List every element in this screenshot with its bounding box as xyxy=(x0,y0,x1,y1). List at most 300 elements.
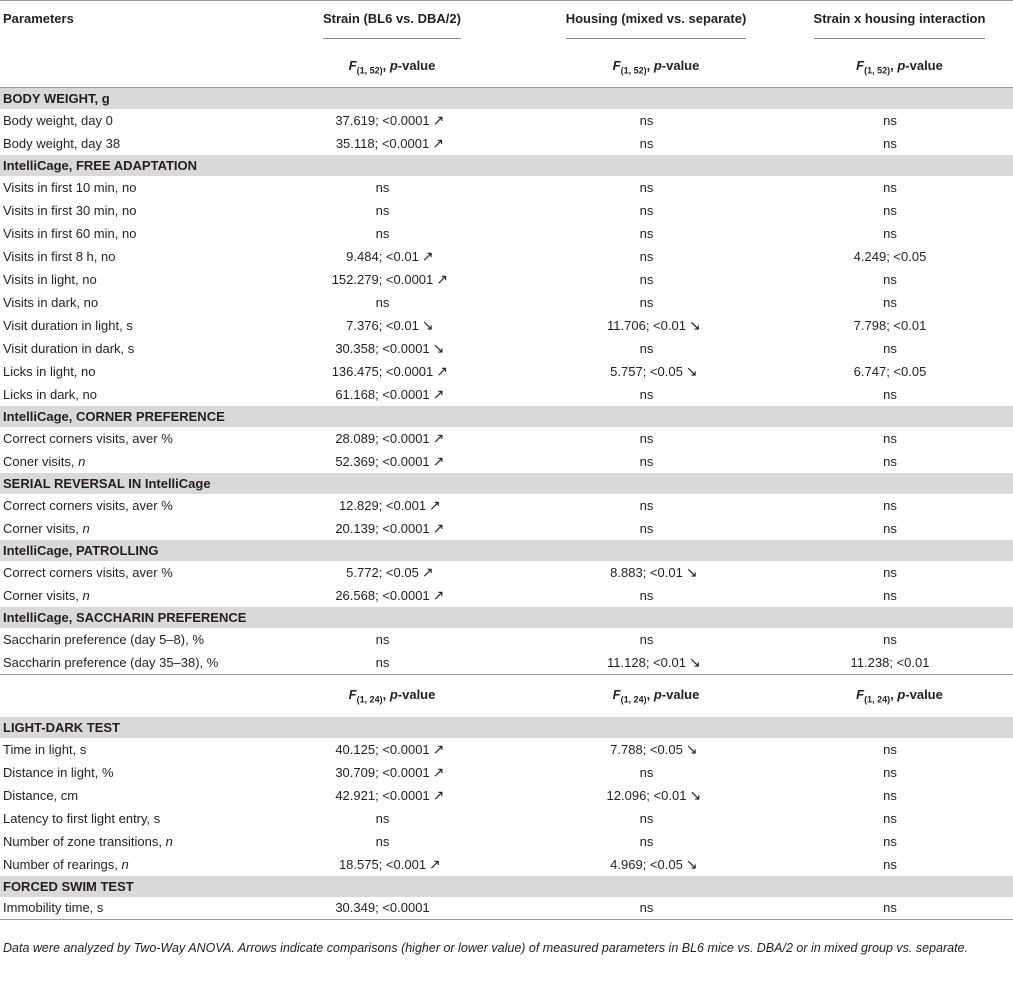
strain-cell-value: 20.139; <0.0001 xyxy=(335,521,430,536)
arrow-down-icon: ↘ xyxy=(688,653,701,670)
section-header xyxy=(0,155,1013,176)
housing-cell xyxy=(526,450,786,473)
strain-cell xyxy=(258,494,526,517)
section-title: IntelliCage, FREE ADAPTATION xyxy=(0,155,1013,176)
arrow-up-icon: ↗ xyxy=(421,248,434,264)
housing-cell-value: ns xyxy=(639,136,654,151)
arrow-down-icon: ↘ xyxy=(685,564,698,580)
p-symbol: p xyxy=(897,58,906,74)
parameter-cell xyxy=(0,360,258,383)
arrow-up-icon: ↗ xyxy=(432,386,445,402)
strain-cell xyxy=(258,584,526,607)
arrow-up-icon: ↗ xyxy=(432,520,445,536)
table-row xyxy=(0,222,1013,245)
strain-cell-value: 26.568; <0.0001 xyxy=(335,588,430,603)
section-header xyxy=(0,88,1013,110)
table-row xyxy=(0,651,1013,674)
degrees-of-freedom: (1, 52) xyxy=(356,65,383,76)
strain-cell-value: 37.619; <0.0001 xyxy=(335,113,430,128)
housing-cell-value: ns xyxy=(639,387,654,402)
table-row xyxy=(0,176,1013,199)
parameter-label: Visits in dark, no xyxy=(3,295,99,310)
table-row xyxy=(0,897,1013,920)
p-symbol: p xyxy=(897,686,906,702)
parameter-cell xyxy=(0,738,258,761)
strain-cell-value: 5.772; <0.05 xyxy=(346,565,419,580)
f-symbol: F xyxy=(612,58,621,74)
strain-cell xyxy=(258,807,526,830)
housing-cell xyxy=(526,314,786,337)
interaction-cell-value: 11.238; <0.01 xyxy=(850,654,930,670)
degrees-of-freedom: (1, 24) xyxy=(356,694,383,705)
parameter-unit: n xyxy=(82,521,90,536)
p-symbol: p xyxy=(653,686,662,702)
parameter-label: Corner visits, xyxy=(3,588,83,603)
interaction-cell-value: ns xyxy=(883,588,897,603)
arrow-up-icon: ↗ xyxy=(432,112,445,128)
housing-cell xyxy=(526,628,786,651)
strain-cell-value: 35.118; <0.0001 xyxy=(335,136,430,151)
parameter-label: Visits in light, no xyxy=(3,272,97,287)
parameter-cell xyxy=(0,853,258,876)
table-footnote: Data were analyzed by Two-Way ANOVA. Arrows indicate comparisons (higher or lower value) of measured parameters in BL6 mice vs. DBA/2 or in mixed group vs. separate. xyxy=(3,941,968,955)
interaction-cell-value: ns xyxy=(883,226,897,241)
housing-cell xyxy=(526,360,786,383)
strain-cell-value: 28.089; <0.0001 xyxy=(335,431,430,446)
parameter-cell xyxy=(0,830,258,853)
interaction-cell xyxy=(786,450,1013,473)
parameter-label: Visits in first 10 min, no xyxy=(3,180,137,195)
strain-cell xyxy=(258,427,526,450)
table-row xyxy=(0,132,1013,155)
parameter-cell xyxy=(0,651,258,674)
interaction-cell xyxy=(786,494,1013,517)
table-row xyxy=(0,761,1013,784)
interaction-cell-value: ns xyxy=(883,741,897,757)
table-row xyxy=(0,109,1013,132)
interaction-cell xyxy=(786,584,1013,607)
parameter-cell xyxy=(0,314,258,337)
interaction-cell xyxy=(786,268,1013,291)
housing-cell-value: ns xyxy=(639,180,654,195)
housing-cell-value: ns xyxy=(639,249,654,264)
parameter-cell xyxy=(0,561,258,584)
strain-cell xyxy=(258,109,526,132)
f-symbol: F xyxy=(348,58,357,74)
arrow-up-icon: ↗ xyxy=(432,430,445,446)
interaction-cell-value: ns xyxy=(883,113,897,128)
table-row xyxy=(0,494,1013,517)
interaction-cell-value: ns xyxy=(883,431,897,446)
strain-cell xyxy=(258,784,526,807)
interaction-cell-value: ns xyxy=(883,180,897,195)
housing-cell-value: ns xyxy=(639,764,654,780)
f-symbol: F xyxy=(348,686,357,702)
interaction-cell xyxy=(786,109,1013,132)
parameter-label: Correct corners visits, aver % xyxy=(3,565,173,580)
interaction-cell-value: ns xyxy=(883,764,897,780)
strain-cell xyxy=(258,628,526,651)
f-symbol: F xyxy=(612,686,621,702)
interaction-cell xyxy=(786,245,1013,268)
section-title: SERIAL REVERSAL IN IntelliCage xyxy=(0,473,1013,494)
strain-cell xyxy=(258,830,526,853)
interaction-cell-value: ns xyxy=(883,295,897,310)
arrow-up-icon: ↗ xyxy=(436,363,449,379)
interaction-cell-value: ns xyxy=(883,341,897,356)
interaction-header: Strain x housing interaction xyxy=(814,11,986,39)
p-value-label: , p-value xyxy=(382,58,436,74)
parameter-cell xyxy=(0,337,258,360)
interaction-cell-value: ns xyxy=(883,787,897,803)
arrow-down-icon: ↘ xyxy=(689,786,702,803)
parameter-cell xyxy=(0,628,258,651)
degrees-of-freedom: (1, 52) xyxy=(864,65,891,76)
strain-cell xyxy=(258,517,526,540)
strain-cell-value: 30.358; <0.0001 xyxy=(335,341,430,356)
interaction-cell xyxy=(786,738,1013,761)
strain-cell xyxy=(258,360,526,383)
parameter-cell xyxy=(0,176,258,199)
arrow-up-icon: ↗ xyxy=(432,786,445,803)
parameter-label: Correct corners visits, aver % xyxy=(3,498,173,513)
housing-cell-value: ns xyxy=(639,833,654,849)
arrow-up-icon: ↗ xyxy=(421,564,434,580)
parameter-unit: n xyxy=(82,588,90,603)
p-value-label: , p-value xyxy=(646,58,700,74)
strain-cell-value: 42.921; <0.0001 xyxy=(335,787,430,803)
parameter-cell xyxy=(0,268,258,291)
interaction-cell-value: ns xyxy=(883,810,897,826)
housing-cell-value: ns xyxy=(639,272,654,287)
interaction-cell xyxy=(786,427,1013,450)
housing-cell xyxy=(526,222,786,245)
table-row xyxy=(0,807,1013,830)
arrow-up-icon: ↗ xyxy=(432,587,445,603)
interaction-cell-value: ns xyxy=(883,136,897,151)
parameter-label: Licks in light, no xyxy=(3,364,96,379)
arrow-up-icon: ↗ xyxy=(429,497,441,513)
parameter-cell xyxy=(0,291,258,314)
f-statistic-header xyxy=(348,686,436,705)
strain-cell-value: 61.168; <0.0001 xyxy=(335,387,430,402)
section-title: FORCED SWIM TEST xyxy=(0,876,1013,897)
parameter-label: Distance, cm xyxy=(3,787,79,803)
p-value-label: , p-value xyxy=(890,58,943,74)
housing-cell-value: ns xyxy=(639,431,654,446)
housing-cell xyxy=(526,584,786,607)
p-value-label: , p-value xyxy=(890,686,943,702)
housing-cell xyxy=(526,427,786,450)
stat-header-spacer xyxy=(0,674,258,717)
parameter-cell xyxy=(0,584,258,607)
parameter-cell xyxy=(0,132,258,155)
interaction-cell-value: ns xyxy=(883,833,897,849)
parameter-label: Visits in first 8 h, no xyxy=(3,249,116,264)
parameters-header: Parameters xyxy=(3,11,74,26)
strain-cell xyxy=(258,761,526,784)
parameter-label: Number of rearings, xyxy=(3,856,122,872)
interaction-cell xyxy=(786,651,1013,674)
interaction-cell xyxy=(786,897,1013,920)
strain-cell-value: ns xyxy=(375,632,390,647)
interaction-cell-value: ns xyxy=(883,498,897,513)
f-statistic-header xyxy=(612,58,700,76)
table-row xyxy=(0,199,1013,222)
housing-cell xyxy=(526,784,786,807)
housing-cell xyxy=(526,337,786,360)
strain-cell xyxy=(258,337,526,360)
parameter-label: Time in light, s xyxy=(3,741,87,757)
strain-cell-value: ns xyxy=(375,295,390,310)
interaction-cell-value: 7.798; <0.01 xyxy=(853,318,927,333)
interaction-cell-value: ns xyxy=(883,454,897,469)
arrow-up-icon: ↗ xyxy=(432,740,445,757)
section-header xyxy=(0,717,1013,738)
housing-cell xyxy=(526,291,786,314)
housing-cell xyxy=(526,738,786,761)
housing-cell-value: ns xyxy=(639,900,654,916)
section-title: LIGHT-DARK TEST xyxy=(0,717,1013,738)
interaction-cell xyxy=(786,784,1013,807)
section-header xyxy=(0,876,1013,897)
housing-cell-value: ns xyxy=(639,521,654,536)
strain-cell-value: 18.575; <0.001 xyxy=(338,856,427,872)
strain-cell-value: ns xyxy=(375,810,390,826)
strain-cell xyxy=(258,561,526,584)
housing-cell-value: ns xyxy=(639,226,654,241)
housing-cell xyxy=(526,268,786,291)
stat-header-row xyxy=(0,47,1013,88)
parameter-label: Latency to first light entry, s xyxy=(3,810,161,826)
housing-header: Housing (mixed vs. separate) xyxy=(566,11,747,39)
f-statistic-header xyxy=(856,58,943,76)
arrow-up-icon: ↗ xyxy=(436,271,449,287)
strain-cell xyxy=(258,222,526,245)
interaction-cell xyxy=(786,517,1013,540)
housing-cell xyxy=(526,109,786,132)
housing-cell xyxy=(526,853,786,876)
parameter-cell xyxy=(0,427,258,450)
table-row xyxy=(0,738,1013,761)
interaction-cell-value: ns xyxy=(883,203,897,218)
strain-cell xyxy=(258,245,526,268)
interaction-cell xyxy=(786,132,1013,155)
interaction-cell-value: ns xyxy=(883,856,897,872)
interaction-cell xyxy=(786,830,1013,853)
stat-header-row xyxy=(0,674,1013,717)
degrees-of-freedom: (1, 24) xyxy=(864,694,891,705)
table-row xyxy=(0,337,1013,360)
interaction-cell xyxy=(786,561,1013,584)
interaction-cell xyxy=(786,199,1013,222)
section-title: IntelliCage, PATROLLING xyxy=(0,540,1013,561)
parameter-unit: n xyxy=(121,856,129,872)
strain-cell-value: 9.484; <0.01 xyxy=(346,249,419,264)
arrow-down-icon: ↘ xyxy=(432,340,445,356)
f-symbol: F xyxy=(856,686,865,702)
arrow-up-icon: ↗ xyxy=(432,135,444,151)
p-value-label: , p-value xyxy=(646,686,700,702)
interaction-cell-value: 6.747; <0.05 xyxy=(853,364,927,379)
strain-cell xyxy=(258,853,526,876)
table-row xyxy=(0,517,1013,540)
strain-cell xyxy=(258,383,526,406)
housing-cell-value: 7.788; <0.05 xyxy=(610,741,683,757)
f-statistic-header xyxy=(348,58,436,76)
strain-cell-value: ns xyxy=(375,180,390,195)
housing-cell xyxy=(526,176,786,199)
arrow-up-icon: ↗ xyxy=(429,855,441,872)
housing-cell xyxy=(526,830,786,853)
strain-cell xyxy=(258,291,526,314)
interaction-cell-value: ns xyxy=(883,632,897,647)
interaction-cell-value: ns xyxy=(883,521,897,536)
parameter-label: Number of zone transitions, xyxy=(3,833,166,849)
p-symbol: p xyxy=(653,58,662,74)
housing-cell-value: 8.883; <0.01 xyxy=(610,565,683,580)
parameter-label: Body weight, day 38 xyxy=(3,136,121,151)
housing-cell-value: ns xyxy=(639,454,654,469)
column-header-row xyxy=(0,1,1013,48)
housing-cell-value: ns xyxy=(639,498,654,513)
housing-cell xyxy=(526,494,786,517)
section-header xyxy=(0,540,1013,561)
parameter-cell xyxy=(0,784,258,807)
section-header xyxy=(0,473,1013,494)
interaction-cell xyxy=(786,628,1013,651)
table-row xyxy=(0,268,1013,291)
table-row xyxy=(0,427,1013,450)
interaction-cell xyxy=(786,176,1013,199)
parameter-cell xyxy=(0,897,258,920)
strain-cell-value: 40.125; <0.0001 xyxy=(335,741,430,757)
housing-cell xyxy=(526,199,786,222)
housing-cell-value: 4.969; <0.05 xyxy=(610,856,683,872)
strain-cell-value: 7.376; <0.01 xyxy=(346,318,419,333)
table-row xyxy=(0,561,1013,584)
interaction-cell-value: ns xyxy=(883,272,897,287)
parameter-label: Visit duration in dark, s xyxy=(3,341,135,356)
f-statistic-header xyxy=(612,686,700,705)
parameter-label: Visit duration in light, s xyxy=(3,318,133,333)
parameter-label: Saccharin preference (day 5–8), % xyxy=(3,632,204,647)
strain-cell-value: 30.709; <0.0001 xyxy=(335,764,430,780)
housing-cell-value: ns xyxy=(639,632,654,647)
housing-cell-value: ns xyxy=(639,341,654,356)
table-row xyxy=(0,584,1013,607)
parameter-cell xyxy=(0,109,258,132)
interaction-cell xyxy=(786,222,1013,245)
parameter-cell xyxy=(0,222,258,245)
table-row xyxy=(0,360,1013,383)
housing-cell xyxy=(526,517,786,540)
strain-cell-value: 152.279; <0.0001 xyxy=(331,272,434,287)
parameter-cell xyxy=(0,494,258,517)
housing-cell-value: ns xyxy=(639,203,654,218)
housing-cell-value: 11.706; <0.01 xyxy=(607,318,686,333)
table-row xyxy=(0,291,1013,314)
section-title: IntelliCage, CORNER PREFERENCE xyxy=(0,406,1013,427)
strain-cell xyxy=(258,738,526,761)
parameter-label: Distance in light, % xyxy=(3,764,114,780)
housing-cell xyxy=(526,383,786,406)
degrees-of-freedom: (1, 52) xyxy=(620,65,647,76)
section-title: IntelliCage, SACCHARIN PREFERENCE xyxy=(0,607,1013,628)
arrow-up-icon: ↗ xyxy=(432,763,445,780)
parameter-label: Saccharin preference (day 35–38), % xyxy=(3,654,219,670)
parameter-cell xyxy=(0,450,258,473)
parameter-label: Immobility time, s xyxy=(3,900,104,916)
f-symbol: F xyxy=(856,58,865,74)
housing-cell xyxy=(526,245,786,268)
housing-cell xyxy=(526,807,786,830)
housing-cell xyxy=(526,761,786,784)
interaction-cell xyxy=(786,383,1013,406)
parameter-label: Coner visits, xyxy=(3,454,79,469)
parameter-cell xyxy=(0,517,258,540)
parameter-cell xyxy=(0,199,258,222)
strain-cell-value: ns xyxy=(375,226,390,241)
table-row xyxy=(0,853,1013,876)
section-title: BODY WEIGHT, g xyxy=(0,88,1013,110)
interaction-cell-value: ns xyxy=(883,387,897,402)
strain-cell-value: 52.369; <0.0001 xyxy=(335,454,430,469)
f-statistic-header xyxy=(856,686,943,705)
housing-cell-value: ns xyxy=(639,295,654,310)
table-row xyxy=(0,383,1013,406)
housing-cell-value: 11.128; <0.01 xyxy=(607,654,686,670)
table-row xyxy=(0,314,1013,337)
strain-cell xyxy=(258,897,526,920)
strain-cell-value: 30.349; <0.0001 xyxy=(335,900,430,916)
interaction-cell xyxy=(786,291,1013,314)
table-row xyxy=(0,830,1013,853)
interaction-cell xyxy=(786,853,1013,876)
arrow-up-icon: ↗ xyxy=(432,453,445,469)
arrow-down-icon: ↘ xyxy=(685,363,698,379)
section-header xyxy=(0,607,1013,628)
housing-cell xyxy=(526,897,786,920)
interaction-cell xyxy=(786,314,1013,337)
strain-cell-value: ns xyxy=(375,203,390,218)
interaction-cell xyxy=(786,807,1013,830)
p-value-label: , p-value xyxy=(382,686,436,702)
arrow-down-icon: ↘ xyxy=(685,855,698,872)
stat-header-spacer xyxy=(0,47,258,88)
parameter-unit: n xyxy=(165,833,173,849)
p-symbol: p xyxy=(389,686,398,702)
housing-cell-value: ns xyxy=(639,588,654,603)
parameter-label: Body weight, day 0 xyxy=(3,113,113,128)
parameter-unit: n xyxy=(78,454,86,469)
strain-cell xyxy=(258,651,526,674)
interaction-cell-value: ns xyxy=(883,900,897,916)
section-header xyxy=(0,406,1013,427)
strain-cell-value: ns xyxy=(375,654,390,670)
parameter-cell xyxy=(0,245,258,268)
strain-cell xyxy=(258,199,526,222)
strain-cell xyxy=(258,314,526,337)
housing-cell xyxy=(526,651,786,674)
housing-cell-value: 5.757; <0.05 xyxy=(610,364,683,379)
parameter-cell xyxy=(0,807,258,830)
arrow-down-icon: ↘ xyxy=(688,317,701,333)
table-row xyxy=(0,628,1013,651)
strain-cell-value: 12.829; <0.001 xyxy=(338,498,427,513)
arrow-down-icon: ↘ xyxy=(685,740,698,757)
strain-cell-value: ns xyxy=(375,833,390,849)
